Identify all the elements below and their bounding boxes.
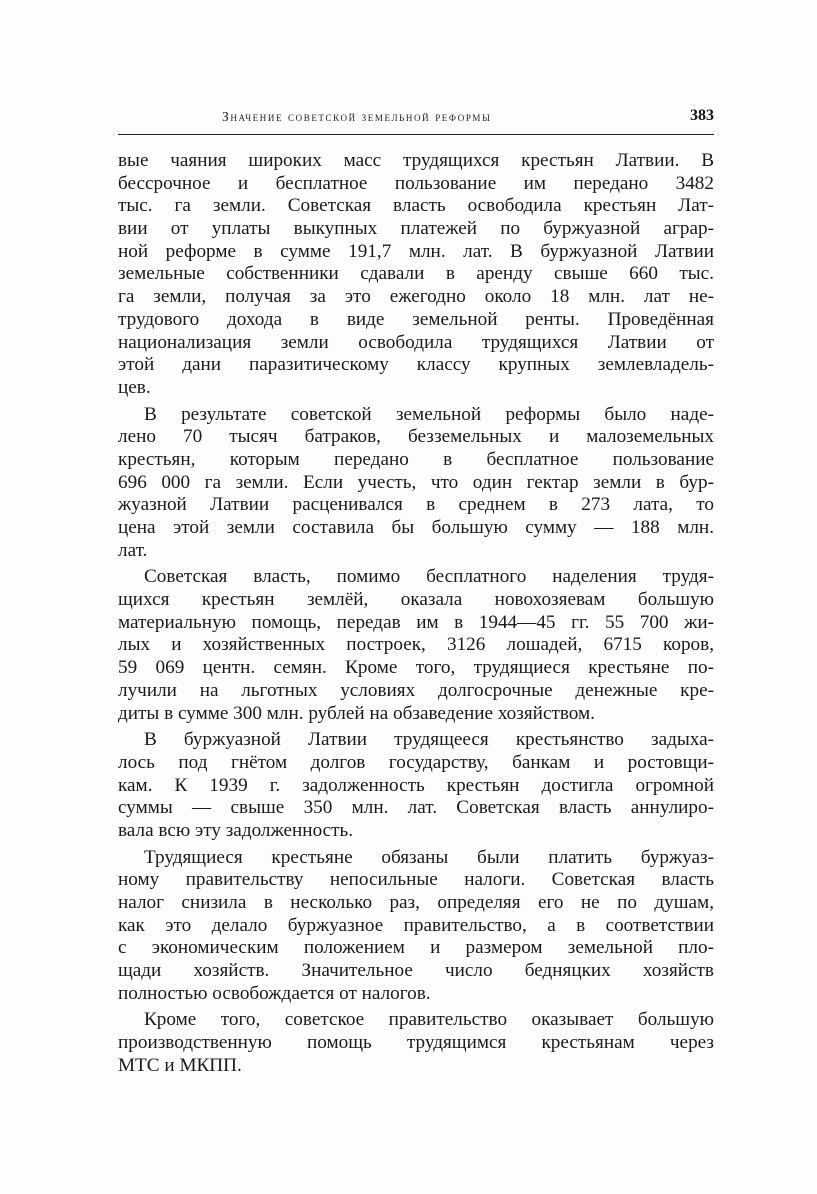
paragraph-4 [118, 729, 714, 842]
text-line: 59 069 центн. семян. Кроме того, трудящиеся крестьяне по- [118, 657, 714, 679]
text-line: лат. [118, 539, 148, 561]
paragraph-1 [118, 150, 714, 400]
text-line: кам. К 1939 г. задолженность крестьян достигла огромной [118, 774, 714, 796]
text-line: как это делало буржуазное правительство, а в соответствии [118, 914, 714, 936]
text-line: щихся крестьян землёй, оказала новохозяевам большую [118, 589, 714, 611]
text-line: цев. [118, 376, 151, 398]
paragraph-6 [118, 1009, 714, 1077]
text-line: суммы — свыше 350 млн. лат. Советская власть аннулиро- [118, 797, 714, 819]
text-line: национализация земли освободила трудящихся Латвии от [118, 331, 714, 353]
text-line: цена этой земли составила бы большую сумму — 188 млн. [118, 517, 714, 538]
text-line: га земли, получая за это ежегодно около 18 млн. лат не- [118, 286, 714, 308]
text-line: трудового дохода в виде земельной ренты. Проведённая [118, 308, 714, 330]
text-line: ному правительству непосильные налоги. Советская власть [118, 869, 714, 891]
text-line: В результате советской земельной реформы было наде- [144, 403, 714, 425]
text-line: бессрочное и бесплатное пользование им передано 3482 [118, 172, 714, 194]
paragraph-3 [118, 566, 714, 725]
body-text [118, 150, 714, 1078]
text-line: вала всю эту задолженность. [118, 819, 354, 841]
text-line: В буржуазной Латвии трудящееся крестьянство задыха- [144, 729, 714, 751]
text-line: производственную помощь трудящимся крестьянам через [118, 1032, 714, 1054]
text-line: лучили на льготных условиях долгосрочные денежные кре- [118, 679, 714, 701]
text-line: Советская власть, помимо бесплатного наделения трудя- [144, 566, 714, 588]
text-line: налог снизила в несколько раз, определяя его не по душам, [118, 892, 714, 913]
text-line: диты в сумме 300 млн. рублей на обзаведение хозяйством. [118, 702, 595, 724]
text-line: щади хозяйств. Значительное число бедняцких хозяйств [118, 960, 714, 982]
text-line: земельные собственники сдавали в аренду свыше 660 тыс. [118, 263, 714, 285]
paragraph-5 [118, 847, 714, 1006]
text-line: лых и хозяйственных построек, 3126 лошадей, 6715 коров, [118, 634, 714, 656]
text-line: полностью освобождается от налогов. [118, 982, 431, 1004]
paragraph-2 [118, 404, 714, 563]
text-line: лось под гнётом долгов государству, банкам и ростовщи- [118, 751, 714, 773]
text-line: жуазной Латвии расценивался в среднем в 273 лата, то [118, 494, 714, 516]
text-line: крестьян, которым передано в бесплатное пользование [118, 448, 714, 470]
text-line: Кроме того, советское правительство оказывает большую [144, 1009, 714, 1031]
text-line: МТС и МКПП. [118, 1054, 242, 1076]
running-header [118, 104, 714, 135]
text-line: тыс. га земли. Советская власть освободила крестьян Лат- [118, 195, 714, 217]
running-title: Значение советской земельной реформы [222, 109, 492, 124]
text-line: 696 000 га земли. Если учесть, что один гектар земли в бур- [118, 471, 714, 493]
text-line: вые чаяния широких масс трудящихся крестьян Латвии. В [118, 150, 714, 171]
text-line: вии от уплаты выкупных платежей по буржуазной аграр- [118, 218, 714, 240]
text-line: этой дани паразитическому классу крупных землевладель- [118, 354, 714, 376]
text-line: с экономическим положением и размером земельной пло- [118, 937, 714, 959]
text-line: Трудящиеся крестьяне обязаны были платить буржуаз- [144, 846, 714, 868]
text-line: ной реформе в сумме 191,7 млн. лат. В буржуазной Латвии [118, 240, 714, 262]
text-line: лено 70 тысяч батраков, безземельных и малоземельных [118, 426, 714, 448]
text-line: материальную помощь, передав им в 1944—45 гг. 55 700 жи- [118, 611, 714, 633]
page-number: 383 [690, 107, 714, 124]
